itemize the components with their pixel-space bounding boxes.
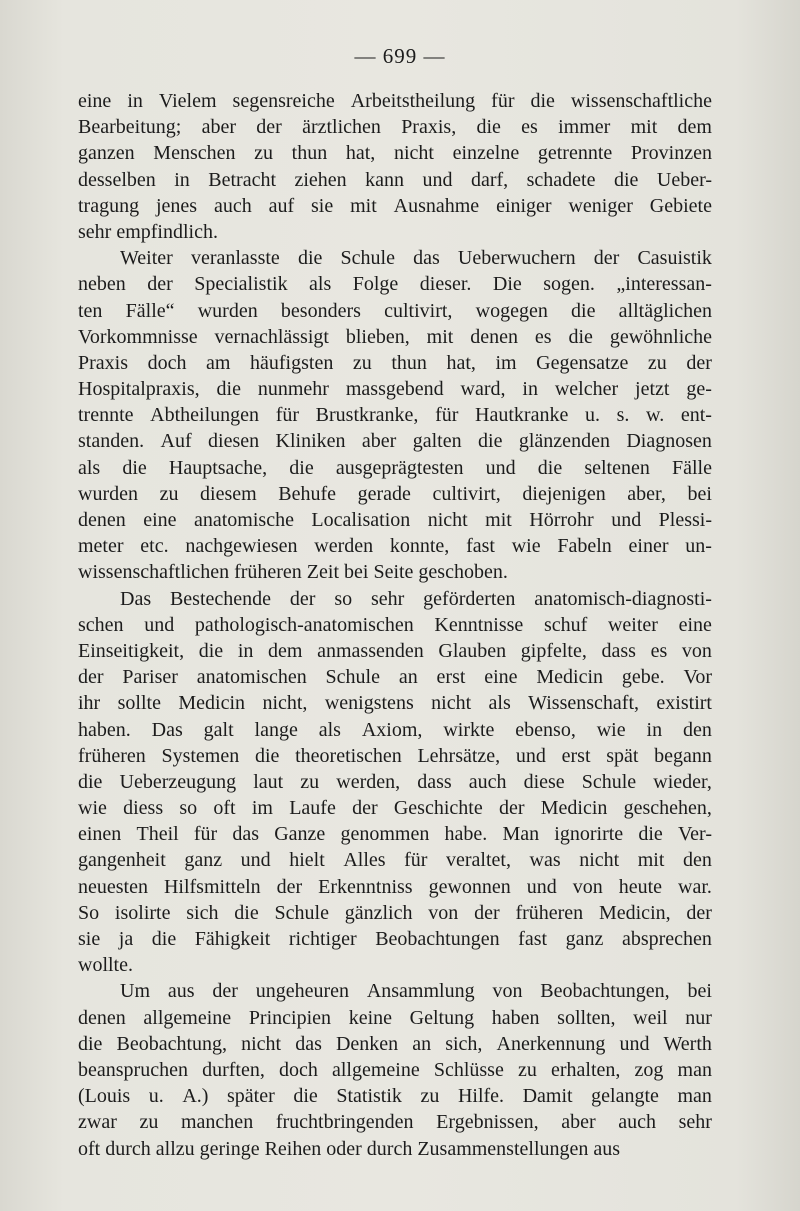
- text-line: Praxis doch am häufigsten zu thun hat, im Gegensatze zu der: [78, 351, 712, 374]
- text-line: zwar zu manchen fruchtbringenden Ergebnissen, aber auch sehr: [78, 1111, 712, 1134]
- text-line: meter etc. nachgewiesen werden konnte, fast wie Fabeln einer un-: [78, 535, 712, 558]
- text-line: beanspruchen durften, doch allgemeine Schlüsse zu erhalten, zog man: [78, 1058, 712, 1081]
- text-line: ihr sollte Medicin nicht, wenigstens nicht als Wissenschaft, existirt: [78, 692, 712, 715]
- text-line: neben der Specialistik als Folge dieser. Die sogen. „interessan-: [78, 273, 712, 296]
- text-line: Das Bestechende der so sehr geförderten anatomisch-diagnosti-: [120, 587, 712, 610]
- text-line: Hospitalpraxis, die nunmehr massgebend ward, in welcher jetzt ge-: [78, 378, 712, 401]
- text-line: wollte.: [78, 954, 133, 977]
- text-line: haben. Das galt lange als Axiom, wirkte ebenso, wie in den: [78, 718, 712, 741]
- text-line: denen allgemeine Principien keine Geltung haben sollten, weil nur: [78, 1006, 712, 1029]
- text-line: ten Fälle“ wurden besonders cultivirt, wogegen die alltäglichen: [78, 299, 712, 322]
- text-line: denen eine anatomische Localisation nicht mit Hörrohr und Plessi-: [78, 509, 712, 531]
- text-line: eine in Vielem segensreiche Arbeitstheilung für die wissenschaftliche: [78, 90, 712, 112]
- text-line: als die Hauptsache, die ausgeprägtesten und die seltenen Fälle: [78, 456, 712, 479]
- text-line: sie ja die Fähigkeit richtiger Beobachtungen fast ganz absprechen: [78, 928, 712, 950]
- text-line: Weiter veranlasste die Schule das Ueberwuchern der Casuistik: [120, 247, 712, 270]
- text-line: tragung jenes auch auf sie mit Ausnahme einiger weniger Gebiete: [78, 194, 712, 217]
- text-line: schen und pathologisch-anatomischen Kenntnisse schuf weiter eine: [78, 613, 712, 636]
- text-line: neuesten Hilfsmitteln der Erkenntniss gewonnen und von heute war.: [78, 875, 712, 898]
- text-line: sehr empfindlich.: [78, 220, 218, 243]
- text-line: Bearbeitung; aber der ärztlichen Praxis, die es immer mit dem: [78, 116, 712, 139]
- text-line: (Louis u. A.) später die Statistik zu Hilfe. Damit gelangte man: [78, 1085, 712, 1108]
- text-line: Einseitigkeit, die in dem anmassenden Glauben gipfelte, dass es von: [78, 639, 712, 662]
- page-number: — 699 —: [354, 44, 446, 68]
- text-line: trennte Abtheilungen für Brustkranke, für Hautkranke u. s. w. ent-: [78, 404, 712, 427]
- text-line: standen. Auf diesen Kliniken aber galten die glänzenden Diagnosen: [78, 430, 712, 453]
- text-line: wissenschaftlichen früheren Zeit bei Seite geschoben.: [78, 561, 508, 584]
- text-line: einen Theil für das Ganze genommen habe. Man ignorirte die Ver-: [78, 823, 712, 846]
- text-line: wie diess so oft im Laufe der Geschichte der Medicin geschehen,: [78, 797, 712, 820]
- body-text: [78, 88, 712, 1162]
- text-line: ganzen Menschen zu thun hat, nicht einzelne getrennte Provinzen: [78, 142, 712, 165]
- text-line: So isolirte sich die Schule gänzlich von der früheren Medicin, der: [78, 901, 712, 924]
- text-line: der Pariser anatomischen Schule an erst eine Medicin gebe. Vor: [78, 666, 712, 689]
- text-line: desselben in Betracht ziehen kann und darf, schadete die Ueber-: [78, 168, 712, 191]
- text-line: die Ueberzeugung laut zu werden, dass auch diese Schule wieder,: [78, 770, 712, 793]
- text-line: Vorkommnisse vernachlässigt blieben, mit denen es die gewöhnliche: [78, 325, 712, 348]
- text-line: oft durch allzu geringe Reihen oder durch Zusammenstellungen aus: [78, 1137, 621, 1160]
- text-line: wurden zu diesem Behufe gerade cultivirt, diejenigen aber, bei: [78, 482, 712, 505]
- text-line: Um aus der ungeheuren Ansammlung von Beobachtungen, bei: [120, 980, 712, 1003]
- text-line: früheren Systemen die theoretischen Lehrsätze, und erst spät begann: [78, 744, 712, 767]
- text-line: gangenheit ganz und hielt Alles für veraltet, was nicht mit den: [78, 849, 712, 872]
- text-line: die Beobachtung, nicht das Denken an sich, Anerkennung und Werth: [78, 1032, 712, 1055]
